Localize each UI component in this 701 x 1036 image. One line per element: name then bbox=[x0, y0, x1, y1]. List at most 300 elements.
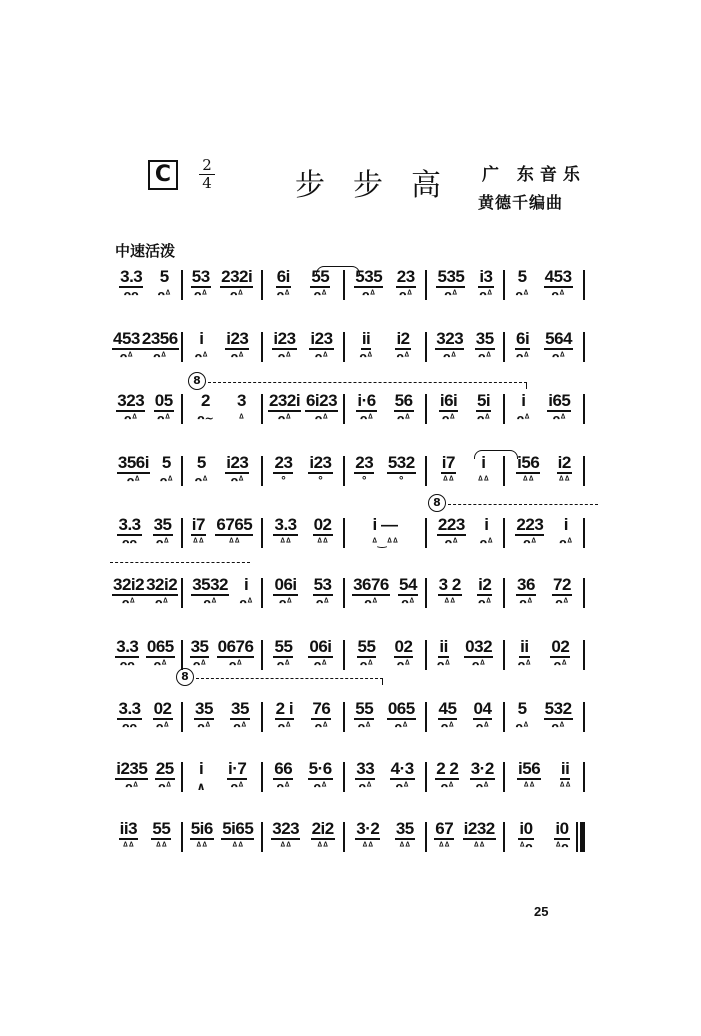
note-digits: 3.3 bbox=[118, 699, 141, 718]
fingering-marks: ᴖᐞ bbox=[523, 536, 537, 549]
fingering-marks: ᐞᴖ bbox=[519, 840, 533, 853]
score-row bbox=[108, 392, 608, 432]
score-measure bbox=[266, 820, 340, 860]
bar-line bbox=[343, 518, 345, 548]
note-digits: i7 bbox=[441, 453, 455, 472]
note-group bbox=[437, 638, 450, 671]
note-group bbox=[517, 760, 541, 793]
bar-line bbox=[503, 270, 505, 300]
bar-line bbox=[261, 456, 263, 486]
note-group bbox=[439, 392, 458, 425]
note-group bbox=[227, 760, 247, 793]
note-digits: 032 bbox=[465, 637, 493, 656]
score-measure bbox=[186, 700, 258, 740]
fingering-marks: ᴖᐞ bbox=[516, 412, 530, 425]
note-group bbox=[436, 268, 465, 301]
note-digits: 23 bbox=[274, 453, 293, 472]
note-digits: 2i2 bbox=[311, 819, 334, 838]
note-group bbox=[141, 330, 179, 363]
note-digits: 5i bbox=[476, 391, 491, 410]
score-measure bbox=[186, 576, 258, 616]
bar-line bbox=[261, 518, 263, 548]
score-measure bbox=[186, 820, 258, 860]
note-group bbox=[190, 638, 210, 671]
score-measure bbox=[266, 516, 340, 556]
note-group bbox=[438, 576, 462, 609]
score-measure bbox=[112, 330, 178, 370]
note-digits: 2 2 bbox=[436, 759, 459, 778]
fingering-marks: ᴖᐞ bbox=[203, 596, 217, 609]
note-digits: 35 bbox=[475, 329, 494, 348]
score-row bbox=[108, 516, 608, 556]
fingering-marks: ᴖᐞ bbox=[239, 596, 253, 609]
note-group bbox=[272, 330, 296, 363]
note-digits: i23 bbox=[309, 453, 332, 472]
note-group bbox=[155, 760, 175, 793]
fingering-marks: ᴖᐞ bbox=[362, 288, 376, 301]
note-group bbox=[309, 330, 333, 363]
bar-line bbox=[181, 822, 183, 852]
note-group bbox=[313, 576, 333, 609]
note-group bbox=[438, 700, 458, 733]
note-digits: ii bbox=[520, 637, 529, 656]
note-group bbox=[191, 516, 206, 549]
fingering-marks: ᴖᐞ bbox=[440, 780, 454, 793]
note-digits: 232i bbox=[268, 391, 301, 410]
note-digits: 67 bbox=[435, 819, 454, 838]
fingering-marks: ᴖᐞ bbox=[194, 350, 208, 363]
score-row bbox=[108, 760, 608, 800]
note-digits: 232i bbox=[221, 267, 253, 286]
note-digits: 55 bbox=[311, 267, 330, 286]
bar-line bbox=[343, 640, 345, 670]
note-digits: 53 bbox=[313, 575, 332, 594]
fingering-marks: ᴖᐞ bbox=[396, 412, 411, 425]
note-group bbox=[146, 638, 175, 671]
note-group bbox=[552, 576, 572, 609]
fingering-marks: ᴖᐞ bbox=[192, 658, 207, 671]
score-measure bbox=[430, 820, 500, 860]
note-digits: i232 bbox=[463, 819, 495, 838]
bar-line bbox=[343, 394, 345, 424]
fingering-marks: ᴖᐞ bbox=[399, 288, 413, 301]
fingering-marks: ᐞᐞ bbox=[473, 840, 486, 853]
note-digits: 05 bbox=[154, 391, 173, 410]
fingering-marks: ᴖᐞ bbox=[313, 658, 328, 671]
score-measure bbox=[186, 760, 258, 800]
time-signature-top: 2 bbox=[202, 156, 212, 174]
score-measure bbox=[430, 516, 500, 556]
ottava-line bbox=[110, 562, 250, 563]
note-digits: 2356 bbox=[141, 329, 178, 348]
note-digits: i bbox=[481, 453, 486, 472]
score-measure bbox=[508, 638, 580, 678]
fingering-marks: ᴖᐞ bbox=[157, 412, 171, 425]
fingering-marks: ᴖᐞ bbox=[277, 720, 292, 733]
note-group bbox=[518, 820, 533, 853]
note-digits: 3532 bbox=[192, 575, 229, 594]
score-measure bbox=[186, 638, 258, 678]
note-group bbox=[273, 760, 293, 793]
note-digits: i23 bbox=[226, 453, 249, 472]
note-group bbox=[437, 516, 466, 549]
note-group bbox=[475, 330, 495, 363]
fingering-marks: ᐞᐞ bbox=[398, 840, 411, 853]
score-measure bbox=[266, 576, 340, 616]
note-group bbox=[356, 392, 376, 425]
score-measure bbox=[266, 392, 340, 432]
fingering-marks: ᴖᐞ bbox=[443, 350, 457, 363]
note-digits: i bbox=[199, 329, 204, 348]
score-measure bbox=[186, 516, 258, 556]
note-digits: 5 bbox=[159, 267, 169, 286]
note-group bbox=[516, 454, 540, 487]
note-digits: 02 bbox=[551, 637, 570, 656]
note-digits: 5 bbox=[196, 453, 206, 472]
note-group bbox=[112, 576, 145, 609]
ottava-line bbox=[196, 678, 383, 685]
note-digits: 6i23 bbox=[305, 391, 338, 410]
note-group bbox=[151, 820, 171, 853]
note-digits: i2 bbox=[478, 575, 492, 594]
note-group bbox=[473, 700, 493, 733]
fingering-marks: ᴖᐞ bbox=[515, 288, 529, 301]
note-group bbox=[225, 330, 249, 363]
note-digits: 3.3 bbox=[274, 515, 297, 534]
fingering-marks: ᴖᐞ bbox=[396, 658, 411, 671]
fingering-marks: ᐞᐞ bbox=[361, 840, 374, 853]
note-group bbox=[117, 516, 141, 549]
note-digits: 5 bbox=[161, 453, 171, 472]
tie-slur bbox=[316, 266, 360, 275]
fingering-marks: ᴖᐞ bbox=[515, 350, 530, 363]
score-measure bbox=[186, 268, 258, 308]
note-digits: 23 bbox=[396, 267, 415, 286]
page-number: 25 bbox=[534, 904, 549, 919]
bar-line bbox=[343, 456, 345, 486]
time-signature-bottom: 4 bbox=[202, 174, 212, 192]
note-group bbox=[372, 516, 399, 549]
score-measure bbox=[508, 330, 580, 370]
bar-line bbox=[425, 702, 427, 732]
note-digits: 02 bbox=[313, 515, 332, 534]
note-group bbox=[441, 454, 456, 487]
score-measure bbox=[508, 268, 580, 308]
note-group bbox=[354, 454, 374, 487]
fingering-marks: ᴖᐞ bbox=[394, 720, 408, 733]
note-digits: 3 bbox=[236, 391, 246, 410]
fingering-marks: ᴖᐞ bbox=[197, 720, 211, 733]
fingering-marks: ᴖᐞ bbox=[230, 474, 244, 487]
note-digits: 223 bbox=[437, 515, 465, 534]
note-group bbox=[157, 268, 170, 301]
ottava-line bbox=[208, 382, 527, 389]
fingering-marks: ᐞᴖ bbox=[555, 840, 569, 853]
note-digits: 56 bbox=[394, 391, 413, 410]
score-measure bbox=[508, 700, 580, 740]
note-group bbox=[115, 638, 139, 671]
note-digits: 5 bbox=[517, 699, 527, 718]
fingering-marks: ᴖᐞ bbox=[153, 350, 167, 363]
fingering-marks: ∧ bbox=[196, 780, 206, 793]
note-group bbox=[395, 330, 410, 363]
bar-line bbox=[425, 762, 427, 792]
note-digits: i bbox=[563, 515, 568, 534]
note-digits: 55 bbox=[355, 699, 374, 718]
note-group bbox=[544, 268, 573, 301]
note-group bbox=[559, 516, 572, 549]
score-measure bbox=[430, 330, 500, 370]
score-measure bbox=[508, 516, 580, 556]
note-group bbox=[311, 700, 331, 733]
note-group bbox=[197, 760, 206, 793]
note-group bbox=[470, 760, 495, 793]
note-digits: 54 bbox=[399, 575, 417, 594]
score-measure bbox=[430, 454, 500, 494]
fingering-marks: ᴖᐞ bbox=[396, 350, 410, 363]
note-group bbox=[359, 330, 372, 363]
note-group bbox=[435, 330, 464, 363]
fingering-marks: ᴖᐞ bbox=[552, 412, 566, 425]
fingering-marks: ᴖᐞ bbox=[555, 596, 569, 609]
arranger-credit: 黄德千编曲 bbox=[478, 193, 564, 212]
bar-line bbox=[425, 518, 427, 548]
note-digits: i6i bbox=[439, 391, 458, 410]
fingering-marks: ᐞᐞ bbox=[559, 780, 571, 793]
note-digits: 532 bbox=[544, 699, 572, 718]
score-measure bbox=[430, 638, 500, 678]
fingering-marks: ᐞᐞ bbox=[438, 840, 451, 853]
note-group bbox=[153, 700, 173, 733]
note-digits: 35 bbox=[190, 637, 209, 656]
note-digits: ii bbox=[361, 329, 371, 348]
fingering-marks: ᐞᐞ bbox=[316, 536, 329, 549]
fingering-marks: ᴖᐞ bbox=[476, 412, 491, 425]
note-digits: 3·2 bbox=[470, 759, 494, 778]
note-digits: 55 bbox=[357, 637, 376, 656]
note-group bbox=[276, 268, 291, 301]
note-group bbox=[195, 330, 208, 363]
note-group bbox=[395, 820, 415, 853]
fingering-marks: ᴖᐞ bbox=[519, 596, 533, 609]
note-digits: 2 i bbox=[275, 699, 294, 718]
note-group bbox=[268, 392, 301, 425]
fingering-marks: ᐞᐞ bbox=[477, 474, 490, 487]
ottava-line bbox=[448, 504, 598, 505]
note-digits: 35 bbox=[195, 699, 213, 718]
score-measure bbox=[348, 700, 422, 740]
note-digits: i·7 bbox=[227, 759, 247, 778]
fingering-marks: ᴖᐞ bbox=[440, 720, 455, 733]
fingering-marks: ᐞ‿ᐞᐞ bbox=[371, 536, 399, 549]
bar-line bbox=[425, 578, 427, 608]
bar-line bbox=[425, 394, 427, 424]
fingering-marks: ᴖᐞ bbox=[479, 536, 494, 549]
fingering-marks: ᴖᐞ bbox=[125, 780, 139, 793]
note-digits: i0 bbox=[519, 819, 533, 838]
note-group bbox=[559, 760, 571, 793]
score-row bbox=[108, 820, 608, 860]
fingering-marks: ᴖᐞ bbox=[559, 536, 573, 549]
fingering-marks: ᴖᐞ bbox=[475, 780, 489, 793]
fingering-marks: ᴖᐞ bbox=[119, 350, 134, 363]
note-digits: 3·2 bbox=[356, 819, 380, 838]
fingering-marks: ᴖᐞ bbox=[153, 658, 167, 671]
note-group bbox=[390, 760, 415, 793]
fingering-marks: ᴖᐞ bbox=[228, 658, 243, 671]
note-digits: i bbox=[243, 575, 249, 594]
note-group bbox=[355, 760, 375, 793]
score-measure bbox=[508, 576, 580, 616]
note-digits: 535 bbox=[355, 267, 383, 286]
note-group bbox=[197, 392, 214, 425]
note-group bbox=[398, 576, 418, 609]
fingering-marks: ᴖ~ bbox=[197, 412, 214, 425]
note-group bbox=[115, 760, 148, 793]
bar-line bbox=[181, 456, 183, 486]
fingering-marks: ° bbox=[398, 474, 404, 487]
note-digits: i bbox=[484, 515, 489, 534]
bar-line bbox=[343, 578, 345, 608]
note-digits: i23 bbox=[273, 329, 296, 348]
fingering-marks: ᴖᐞ bbox=[551, 288, 565, 301]
fingering-marks: ᴖᐞ bbox=[230, 350, 244, 363]
note-digits: ii bbox=[560, 759, 570, 778]
note-digits: ii bbox=[439, 637, 448, 656]
note-digits: 23 bbox=[355, 453, 374, 472]
fingering-marks: ᴖᐞ bbox=[551, 350, 566, 363]
note-group bbox=[117, 700, 141, 733]
score-measure bbox=[348, 820, 422, 860]
score-measure bbox=[508, 760, 580, 800]
fingering-marks: ᴖᴖ bbox=[121, 720, 138, 733]
note-group bbox=[544, 330, 573, 363]
note-group bbox=[191, 576, 229, 609]
note-group bbox=[313, 516, 333, 549]
score-measure bbox=[508, 392, 580, 432]
fingering-marks: ᐞᐞ bbox=[442, 474, 455, 487]
fingering-marks: ᴖᐞ bbox=[278, 596, 293, 609]
note-group bbox=[435, 760, 459, 793]
bar-line bbox=[343, 702, 345, 732]
note-group bbox=[554, 820, 569, 853]
score-measure bbox=[266, 330, 340, 370]
fingering-marks: ᴖᐞ bbox=[401, 596, 415, 609]
bar-line bbox=[503, 640, 505, 670]
bar-line bbox=[261, 394, 263, 424]
note-digits: i7 bbox=[191, 515, 205, 534]
bar-line bbox=[583, 762, 585, 792]
note-group bbox=[194, 700, 214, 733]
fingering-marks: ᴖᐞ bbox=[154, 596, 169, 609]
note-digits: i23 bbox=[310, 329, 333, 348]
note-group bbox=[516, 576, 536, 609]
note-digits: 323 bbox=[272, 819, 300, 838]
fingering-marks: ᴖᐞ bbox=[364, 596, 378, 609]
note-group bbox=[153, 516, 173, 549]
note-group bbox=[544, 700, 573, 733]
note-digits: 5i6 bbox=[190, 819, 213, 838]
fingering-marks: ᴖᐞ bbox=[194, 474, 208, 487]
fingering-marks: ᴖᐞ bbox=[276, 780, 290, 793]
note-digits: 3.3 bbox=[118, 515, 141, 534]
bar-line bbox=[261, 578, 263, 608]
bar-line bbox=[261, 640, 263, 670]
note-digits: 55 bbox=[274, 637, 293, 656]
score-measure bbox=[112, 454, 178, 494]
note-group bbox=[191, 268, 211, 301]
score-measure bbox=[266, 638, 340, 678]
bar-line bbox=[425, 640, 427, 670]
fingering-marks: ᴖᴖ bbox=[121, 536, 138, 549]
note-digits: 72 bbox=[553, 575, 571, 594]
fingering-marks: ᐞᐞ bbox=[231, 840, 244, 853]
note-group bbox=[355, 820, 380, 853]
note-digits: i2 bbox=[557, 453, 571, 472]
note-digits: i — bbox=[372, 515, 398, 534]
bar-line bbox=[181, 702, 183, 732]
fingering-marks: ᴖᐞ bbox=[313, 780, 327, 793]
score-measure bbox=[430, 392, 500, 432]
note-digits: i·6 bbox=[357, 391, 376, 410]
note-group bbox=[480, 516, 493, 549]
score-measure bbox=[266, 760, 340, 800]
piece-title: 步步高 bbox=[295, 168, 469, 203]
score-measure bbox=[348, 330, 422, 370]
fingering-marks: ᴖᐞ bbox=[155, 536, 170, 549]
note-digits: 5i65 bbox=[222, 819, 254, 838]
fingering-marks: ° bbox=[361, 474, 367, 487]
note-digits: 453 bbox=[113, 329, 140, 348]
fingering-marks: ᴖᐞ bbox=[553, 658, 568, 671]
score-measure bbox=[430, 268, 500, 308]
note-group bbox=[557, 454, 572, 487]
note-group bbox=[273, 516, 297, 549]
bar-line bbox=[181, 394, 183, 424]
note-group bbox=[273, 576, 297, 609]
note-digits: 06i bbox=[274, 575, 297, 594]
score-measure bbox=[348, 638, 422, 678]
note-digits: 564 bbox=[545, 329, 573, 348]
note-group bbox=[476, 392, 491, 425]
note-group bbox=[517, 392, 530, 425]
fingering-marks: ᴖᐞ bbox=[441, 412, 456, 425]
note-group bbox=[145, 576, 178, 609]
score-row bbox=[108, 576, 608, 616]
fingering-marks: ᴖᐞ bbox=[359, 412, 374, 425]
note-digits: 02 bbox=[394, 637, 413, 656]
note-digits: 535 bbox=[437, 267, 465, 286]
fingering-marks: ᴖᐞ bbox=[444, 288, 458, 301]
note-group bbox=[225, 454, 249, 487]
note-group bbox=[550, 638, 570, 671]
note-group bbox=[547, 392, 571, 425]
fingering-marks: ᴖᐞ bbox=[359, 350, 373, 363]
fingering-marks: ᴖᐞ bbox=[515, 720, 529, 733]
score-measure bbox=[508, 454, 580, 494]
note-group bbox=[434, 820, 454, 853]
note-digits: i2 bbox=[396, 329, 410, 348]
score-measure bbox=[348, 392, 422, 432]
note-group bbox=[215, 516, 253, 549]
note-digits: 3.3 bbox=[116, 637, 139, 656]
fingering-marks: ° bbox=[280, 474, 287, 487]
note-digits: 35 bbox=[395, 819, 414, 838]
fingering-marks: ᴖᴖ bbox=[123, 288, 139, 301]
fingering-marks: ᐞᐞ bbox=[558, 474, 571, 487]
note-digits: 32i2 bbox=[146, 575, 178, 594]
fingering-marks: ᴖᐞ bbox=[551, 720, 565, 733]
